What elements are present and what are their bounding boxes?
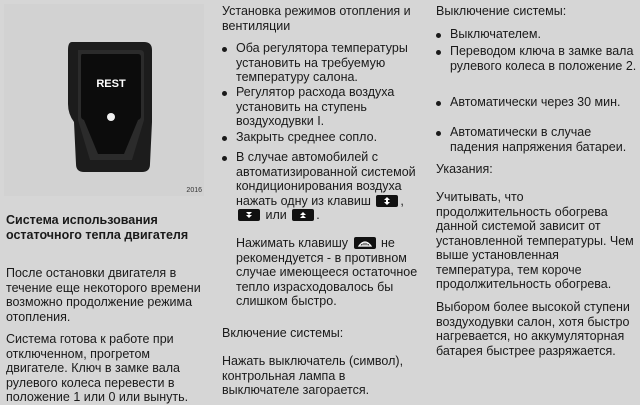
- bullet-list: [218, 41, 424, 85]
- bullet-item-auto-ac: [218, 150, 424, 223]
- key-airflow-up-icon: [292, 209, 314, 221]
- bullet-item-auto-timer: Автоматически через 30 мин.: [432, 95, 638, 110]
- paragraph-switch-on: Нажать выключатель (символ), контрольная лампа в выключателе загорается.: [222, 354, 404, 397]
- key-period: .: [316, 208, 320, 222]
- key-warning-post: не рекомендуется - в противном случае имеющееся остаточное тепло израсходовалось бы слишком быстро.: [236, 236, 418, 308]
- figure-number: 2016: [186, 187, 202, 194]
- bullet-item-airflow: Регулятор расхода воздуха установить на ступень воздуходувки I.: [218, 85, 424, 129]
- bullet-item-by-key: Переводом ключа в замке вала рулевого колеса в положение 2.: [432, 44, 638, 73]
- bullet-list: [432, 125, 638, 154]
- rest-switch-illustration: [4, 4, 204, 196]
- key-airflow-up-down-icon: [376, 195, 398, 207]
- rest-switch-figure: [4, 4, 204, 196]
- bullet-list: [432, 44, 638, 73]
- paragraph-note-duration: Учитывать, что продолжительность обогрева данной системой зависит от установленной температуры. Чем выше установленная температура, тем короче продолжительность обогрева.: [436, 190, 634, 291]
- section-title-switch-on: Включение системы:: [222, 326, 344, 340]
- bullet-list: [218, 150, 424, 223]
- section-title-notes: Указания:: [436, 162, 493, 176]
- paragraph-key-warning: [236, 236, 426, 309]
- bullet-item-close-vent: Закрыть среднее сопло.: [218, 130, 424, 145]
- bullet-list: [432, 27, 638, 42]
- paragraph-heating-continue: После остановки двигателя в течение еще некоторого времени возможно продолжение режима отопления.: [6, 266, 201, 324]
- key-or: или: [265, 208, 287, 222]
- bullet-item-by-switch: Выключателем.: [432, 27, 638, 42]
- rest-label: REST: [96, 78, 126, 90]
- paragraph-note-blower: Выбором более высокой ступени воздуходувки салон, хотя быстро нагревается, но аккумуляторная батарея быстрее разряжается.: [436, 300, 630, 358]
- bullet-list: [218, 130, 424, 145]
- bullet-item-auto-voltage: Автоматически в случае падения напряжения батареи.: [432, 125, 638, 154]
- section-title-heating-modes: Установка режимов отопления и вентиляции: [222, 4, 411, 33]
- paragraph-system-ready: Система готова к работе при отключенном, прогретом двигателе. Ключ в замке вала рулевого колеса перевести в положение 1 или 0 или вынуть.: [6, 332, 189, 404]
- key-warning-pre: Нажимать клавишу: [236, 236, 349, 250]
- bullet-list: [432, 95, 638, 110]
- key-airflow-down-icon: [238, 209, 260, 221]
- bullet-list: [218, 85, 424, 129]
- auto-ac-text: В случае автомобилей с автоматизированной системой кондиционирования воздуха нажать одну из клавиш: [236, 150, 416, 208]
- indicator-lamp-icon: [107, 113, 115, 121]
- section-title-residual-heat: Система использования остаточного тепла двигателя: [6, 213, 189, 242]
- section-title-switch-off: Выключение системы:: [436, 4, 567, 18]
- key-separator: ,: [400, 193, 404, 208]
- bullet-item-temperature: Оба регулятора температуры установить на требуемую температуру салона.: [218, 41, 424, 85]
- key-windshield-defrost-icon: [354, 237, 376, 249]
